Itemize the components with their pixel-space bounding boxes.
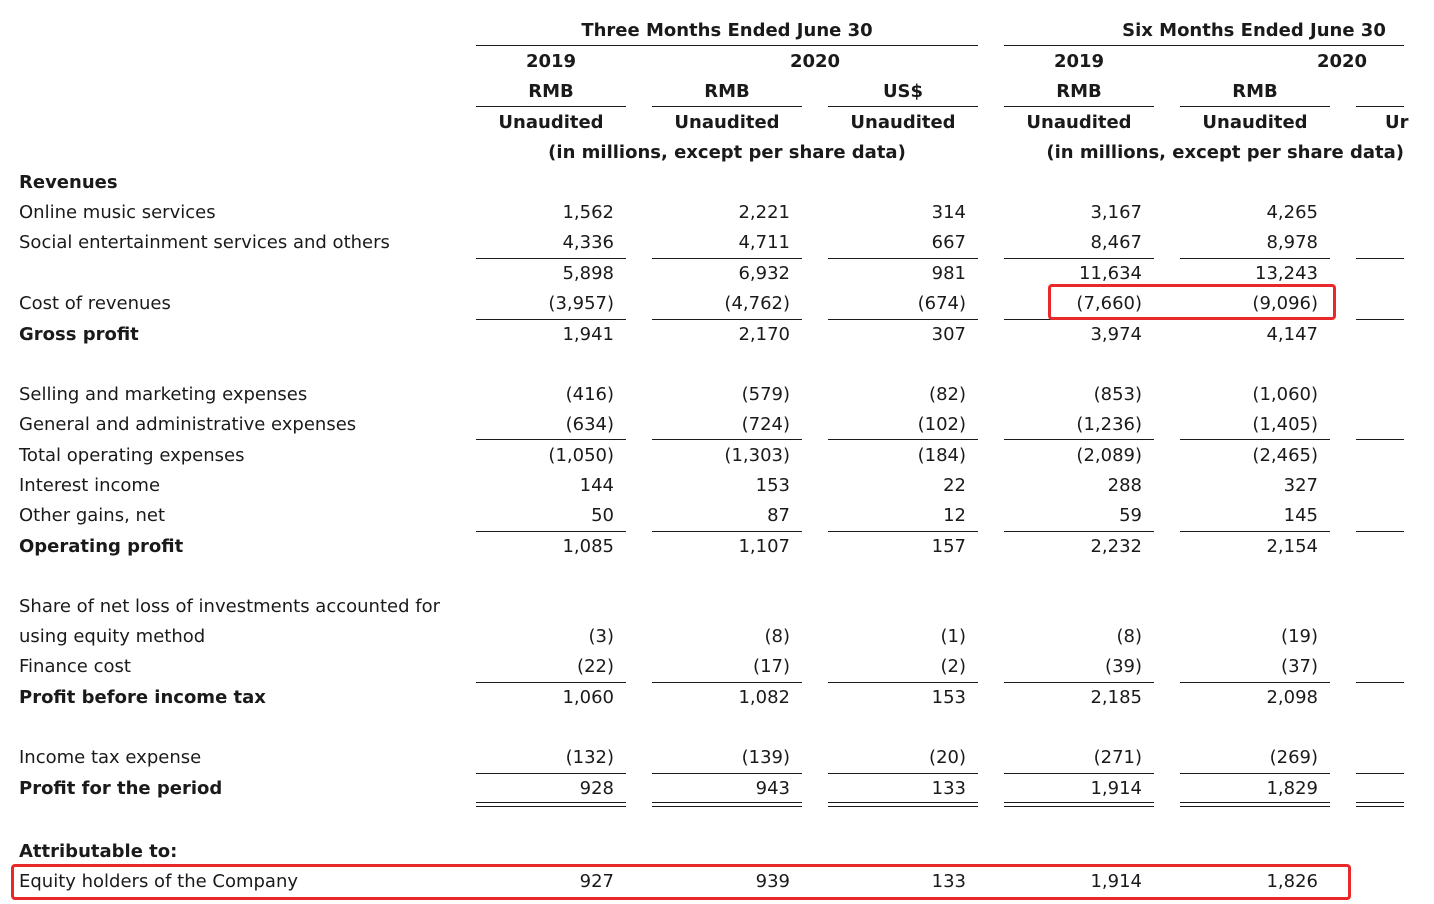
row-label: Attributable to:: [19, 841, 178, 862]
row-value: (634): [565, 414, 614, 435]
row-value: 981: [931, 263, 966, 284]
currency-label: RMB: [1232, 81, 1278, 102]
subtotal-rule: [652, 682, 802, 683]
row-label: using equity method: [19, 626, 206, 647]
row-label: Profit for the period: [19, 778, 223, 799]
subtotal-rule: [652, 773, 802, 774]
row-value: 2,098: [1266, 687, 1318, 708]
subtotal-rule: [1180, 682, 1330, 683]
row-value: 1,085: [562, 536, 614, 557]
row-label: General and administrative expenses: [19, 414, 357, 435]
row-value: 4,336: [562, 232, 614, 253]
row-value: 153: [931, 687, 966, 708]
row-value: (1,303): [724, 445, 790, 466]
subtotal-rule: [1356, 319, 1404, 320]
row-value: 153: [755, 475, 790, 496]
row-value: 157: [931, 536, 966, 557]
subtotal-rule: [1356, 439, 1404, 440]
row-value: 145: [1283, 505, 1318, 526]
total-double-rule: [1004, 802, 1154, 807]
year-label: 2019: [525, 51, 577, 72]
row-value: 1,082: [738, 687, 790, 708]
subtotal-rule: [476, 682, 626, 683]
row-value: (853): [1093, 384, 1142, 405]
row-value: (4,762): [724, 293, 790, 314]
row-value: 50: [591, 505, 614, 526]
row-value: 2,221: [738, 202, 790, 223]
row-label: Gross profit: [19, 324, 139, 345]
row-value: 1,914: [1090, 871, 1142, 892]
unaudited-label: Unaudited: [850, 112, 956, 133]
row-value: 314: [931, 202, 966, 223]
subtotal-rule: [1004, 773, 1154, 774]
row-value: (2): [940, 656, 966, 677]
row-value: 13,243: [1255, 263, 1318, 284]
row-value: 2,185: [1090, 687, 1142, 708]
units-note: (in millions, except per share data): [1046, 142, 1404, 163]
column-rule: [1356, 106, 1404, 107]
row-value: (9,096): [1252, 293, 1318, 314]
subtotal-rule: [476, 531, 626, 532]
row-value: 1,826: [1266, 871, 1318, 892]
row-value: 133: [931, 778, 966, 799]
subtotal-rule: [1180, 258, 1330, 259]
year-label: 2020: [1316, 51, 1368, 72]
unaudited-label-clipped: Ur: [1385, 112, 1409, 133]
row-value: 4,711: [738, 232, 790, 253]
row-value: (19): [1281, 626, 1318, 647]
row-value: (8): [1116, 626, 1142, 647]
column-rule: [476, 106, 626, 107]
total-double-rule: [1356, 802, 1404, 807]
currency-label: RMB: [528, 81, 574, 102]
subtotal-rule: [828, 531, 978, 532]
row-value: 12: [943, 505, 966, 526]
row-value: 8,467: [1090, 232, 1142, 253]
row-value: (184): [917, 445, 966, 466]
subtotal-rule: [652, 531, 802, 532]
row-value: 6,932: [738, 263, 790, 284]
cost-of-revenues-six-months-highlight: [1048, 284, 1336, 320]
row-value: (139): [741, 747, 790, 768]
row-value: (271): [1093, 747, 1142, 768]
row-value: (1,060): [1252, 384, 1318, 405]
subtotal-rule: [1004, 531, 1154, 532]
row-value: (579): [741, 384, 790, 405]
subtotal-rule: [828, 319, 978, 320]
total-double-rule: [476, 802, 626, 807]
row-value: (1,050): [548, 445, 614, 466]
subtotal-rule: [652, 319, 802, 320]
row-value: 144: [579, 475, 614, 496]
row-value: 2,232: [1090, 536, 1142, 557]
column-rule: [828, 106, 978, 107]
row-value: 1,107: [738, 536, 790, 557]
subtotal-rule: [1356, 531, 1404, 532]
heading-rule: [1004, 45, 1404, 46]
currency-label: RMB: [1056, 81, 1102, 102]
unaudited-label: Unaudited: [674, 112, 780, 133]
row-value: 4,265: [1266, 202, 1318, 223]
row-value: 59: [1119, 505, 1142, 526]
row-value: 2,154: [1266, 536, 1318, 557]
row-value: 3,974: [1090, 324, 1142, 345]
column-rule: [1180, 106, 1330, 107]
row-value: 928: [579, 778, 614, 799]
currency-label: US$: [882, 81, 924, 102]
subtotal-rule: [828, 773, 978, 774]
subtotal-rule: [1004, 439, 1154, 440]
row-value: 1,562: [562, 202, 614, 223]
row-value: 327: [1283, 475, 1318, 496]
unaudited-label: Unaudited: [1026, 112, 1132, 133]
subtotal-rule: [476, 319, 626, 320]
row-label: Operating profit: [19, 536, 184, 557]
row-label: Selling and marketing expenses: [19, 384, 308, 405]
year-label: 2020: [789, 51, 841, 72]
row-value: 133: [931, 871, 966, 892]
row-value: (3): [588, 626, 614, 647]
row-value: (2,089): [1076, 445, 1142, 466]
row-value: 1,941: [562, 324, 614, 345]
row-value: 939: [755, 871, 790, 892]
unaudited-label: Unaudited: [498, 112, 604, 133]
subtotal-rule: [828, 682, 978, 683]
row-value: 1,060: [562, 687, 614, 708]
subtotal-rule: [476, 439, 626, 440]
unaudited-label: Unaudited: [1202, 112, 1308, 133]
row-label: Total operating expenses: [19, 445, 245, 466]
row-value: (269): [1269, 747, 1318, 768]
row-value: (20): [929, 747, 966, 768]
row-value: 4,147: [1266, 324, 1318, 345]
total-double-rule: [828, 802, 978, 807]
row-value: (37): [1281, 656, 1318, 677]
row-value: 667: [931, 232, 966, 253]
row-value: (82): [929, 384, 966, 405]
subtotal-rule: [1180, 531, 1330, 532]
row-value: (102): [917, 414, 966, 435]
subtotal-rule: [652, 439, 802, 440]
row-label: Online music services: [19, 202, 216, 223]
row-value: 8,978: [1266, 232, 1318, 253]
row-label: Finance cost: [19, 656, 131, 677]
row-label: Share of net loss of investments accounted for: [19, 596, 440, 617]
row-label: Other gains, net: [19, 505, 166, 526]
row-value: (39): [1105, 656, 1142, 677]
subtotal-rule: [476, 773, 626, 774]
row-value: (2,465): [1252, 445, 1318, 466]
row-label: Cost of revenues: [19, 293, 171, 314]
row-value: 1,914: [1090, 778, 1142, 799]
subtotal-rule: [1004, 682, 1154, 683]
subtotal-rule: [1356, 682, 1404, 683]
currency-label: RMB: [704, 81, 750, 102]
row-value: (22): [577, 656, 614, 677]
row-label: Social entertainment services and others: [19, 232, 390, 253]
row-label: Income tax expense: [19, 747, 202, 768]
row-value: 927: [579, 871, 614, 892]
subtotal-rule: [652, 258, 802, 259]
units-note: (in millions, except per share data): [548, 142, 906, 163]
row-value: (1,236): [1076, 414, 1142, 435]
row-label: Interest income: [19, 475, 161, 496]
total-double-rule: [652, 802, 802, 807]
row-value: (724): [741, 414, 790, 435]
row-value: 307: [931, 324, 966, 345]
row-value: 22: [943, 475, 966, 496]
six-months-heading: Six Months Ended June 30: [1122, 20, 1386, 41]
row-value: (674): [917, 293, 966, 314]
row-label: Revenues: [19, 172, 118, 193]
row-value: 3,167: [1090, 202, 1142, 223]
row-label: Profit before income tax: [19, 687, 266, 708]
row-value: 11,634: [1079, 263, 1142, 284]
row-value: 87: [767, 505, 790, 526]
column-rule: [1004, 106, 1154, 107]
row-value: (17): [753, 656, 790, 677]
heading-rule: [476, 45, 978, 46]
subtotal-rule: [1180, 439, 1330, 440]
column-rule: [652, 106, 802, 107]
subtotal-rule: [828, 439, 978, 440]
subtotal-rule: [1004, 258, 1154, 259]
three-months-heading: Three Months Ended June 30: [581, 20, 873, 41]
row-value: 288: [1107, 475, 1142, 496]
row-value: 5,898: [562, 263, 614, 284]
row-value: (3,957): [548, 293, 614, 314]
row-value: (7,660): [1076, 293, 1142, 314]
row-value: (416): [565, 384, 614, 405]
subtotal-rule: [828, 258, 978, 259]
row-value: (132): [565, 747, 614, 768]
row-value: (8): [764, 626, 790, 647]
equity-holders-highlight: [11, 864, 1351, 900]
row-value: 2,170: [738, 324, 790, 345]
total-double-rule: [1180, 802, 1330, 807]
subtotal-rule: [476, 258, 626, 259]
row-label: Equity holders of the Company: [19, 871, 299, 892]
year-label: 2019: [1053, 51, 1105, 72]
subtotal-rule: [1356, 258, 1404, 259]
subtotal-rule: [1356, 773, 1404, 774]
row-value: (1): [940, 626, 966, 647]
subtotal-rule: [1180, 773, 1330, 774]
row-value: (1,405): [1252, 414, 1318, 435]
row-value: 943: [755, 778, 790, 799]
row-value: 1,829: [1266, 778, 1318, 799]
